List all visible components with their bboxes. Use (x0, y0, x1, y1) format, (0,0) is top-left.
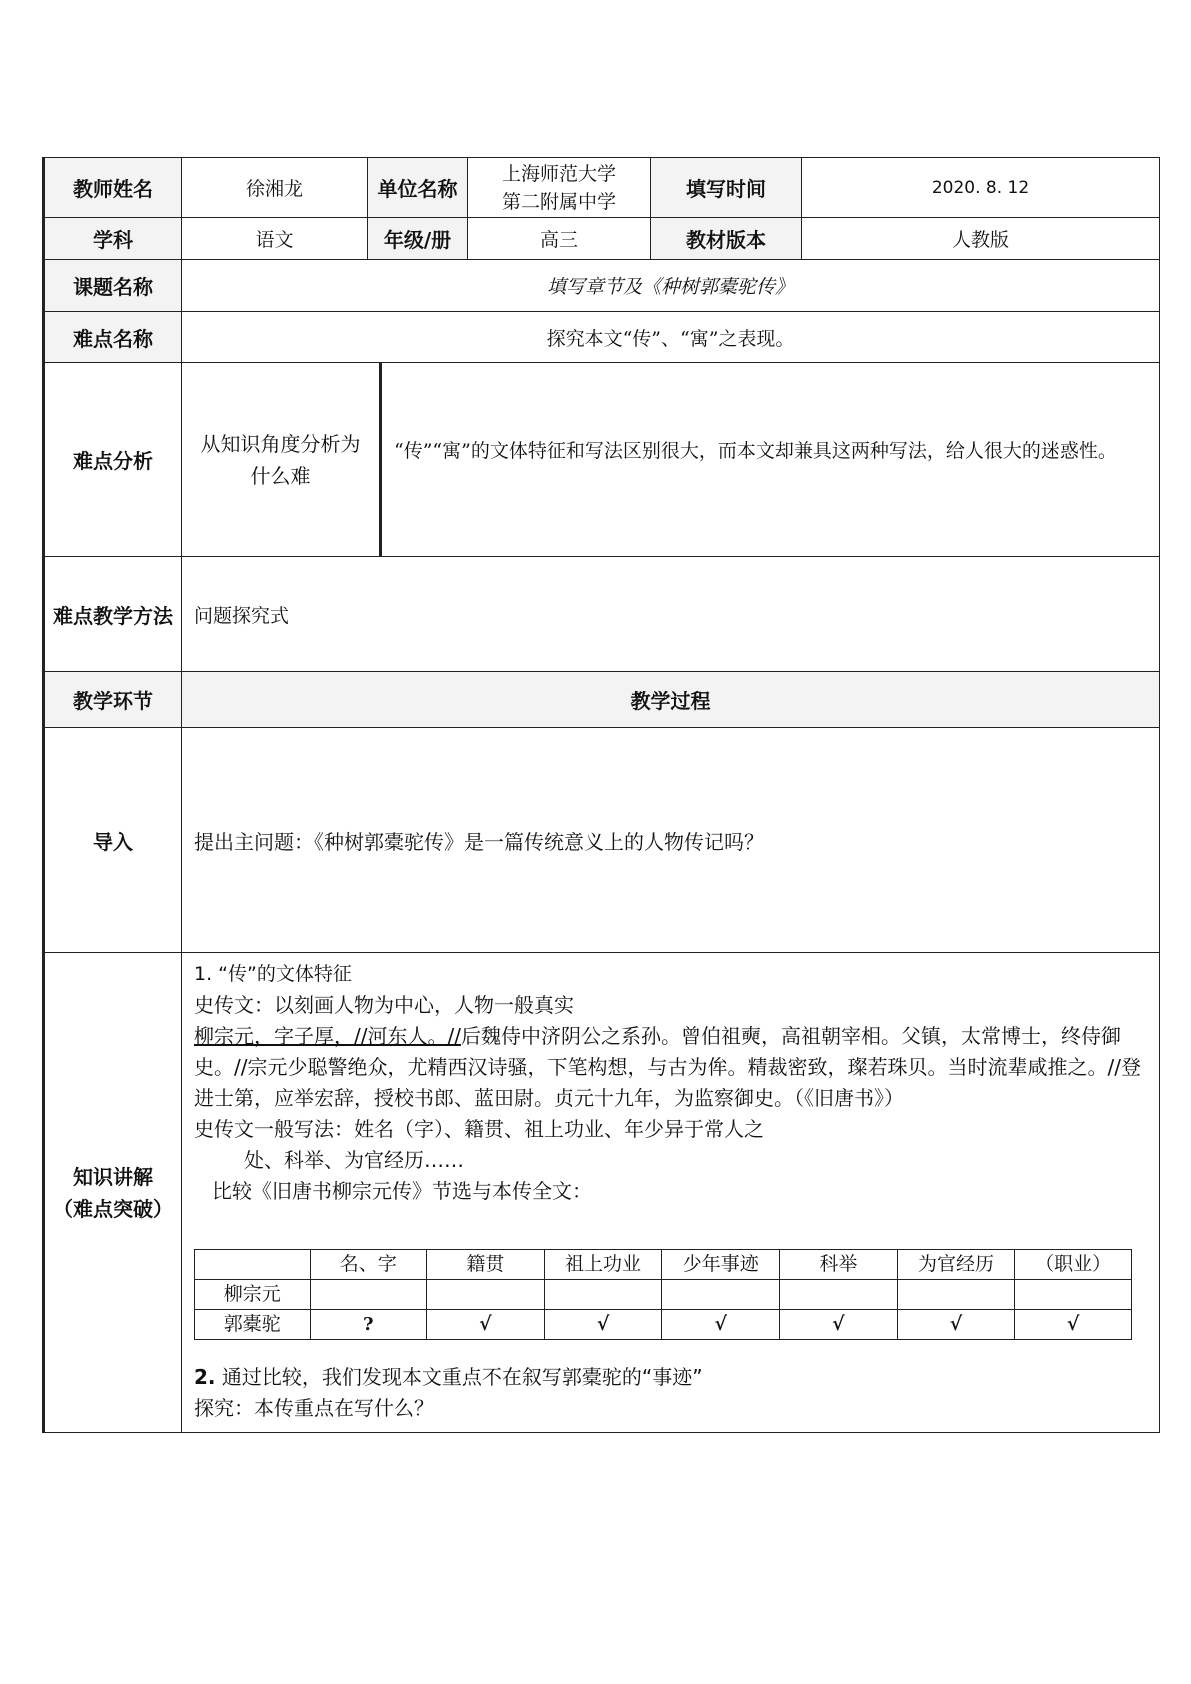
check-mark: √ (1015, 1310, 1132, 1340)
fill-date-label: 填写时间 (651, 158, 802, 218)
knowledge-heading-1: 1. “传”的文体特征 (194, 963, 352, 985)
comparison-header-cell: 科举 (780, 1250, 898, 1280)
question-mark: ? (310, 1310, 427, 1340)
edition-label: 教材版本 (651, 218, 802, 260)
general-writing-line2: 处、科举、为官经历…… (244, 1148, 464, 1172)
check-mark: √ (662, 1310, 780, 1340)
comparison-cell (1015, 1280, 1132, 1310)
comparison-cell (662, 1280, 780, 1310)
process-header-row (44, 672, 1160, 728)
heading-2-text: 通过比较，我们发现本文重点不在叙写郭橐驼的“事迹” (215, 1365, 703, 1389)
comparison-table (194, 1249, 1132, 1340)
unit-name-line2: 第二附属中学 (501, 190, 616, 213)
analysis-text: “传”“寓”的文体特征和写法区别很大，而本文却兼具这两种写法，给人很大的迷惑性。 (394, 440, 1117, 462)
analysis-row (44, 363, 1160, 557)
comparison-cell (427, 1280, 545, 1310)
lesson-plan-table (42, 157, 1160, 1433)
topic-label: 课题名称 (44, 260, 182, 312)
check-mark: √ (427, 1310, 545, 1340)
unit-name-value (468, 158, 651, 218)
comparison-cell (780, 1280, 898, 1310)
teaching-process-label: 教学过程 (182, 672, 1160, 728)
analysis-cell (182, 363, 1160, 557)
knowledge-label (44, 953, 182, 1433)
method-row (44, 557, 1160, 672)
comparison-header-cell: 为官经历 (897, 1250, 1015, 1280)
comparison-row-liu (195, 1280, 1132, 1310)
header-row-1 (44, 158, 1160, 218)
comparison-cell: 郭橐驼 (195, 1310, 311, 1340)
topic-row (44, 260, 1160, 312)
intro-text: 提出主问题：《种树郭橐驼传》是一篇传统意义上的人物传记吗？ (182, 728, 1160, 953)
intro-label: 导入 (44, 728, 182, 953)
knowledge-row (44, 953, 1160, 1433)
excerpt-rest: 后魏侍中济阴公之系孙。曾伯祖奭，高祖朝宰相。父镇，太常博士，终侍御史。//宗元少聪警绝众，尤精西汉诗骚，下笔构想，与古为侔。精裁密致，璨若珠贝。当时流辈咸推之。//登进士第，应举宏辞，授校书郎、蓝田尉。贞元十九年，为监察御史。（《旧唐书》） (194, 1024, 1141, 1110)
general-writing-line1: 史传文一般写法：姓名（字）、籍贯、祖上功业、年少异于常人之 (194, 1117, 764, 1141)
comparison-header-cell: 名、字 (310, 1250, 427, 1280)
teaching-stage-label: 教学环节 (44, 672, 182, 728)
difficulty-label: 难点名称 (44, 312, 182, 363)
unit-name-label: 单位名称 (368, 158, 468, 218)
difficulty-row (44, 312, 1160, 363)
comparison-header-cell: 少年事迹 (662, 1250, 780, 1280)
comparison-header-cell: （职业） (1015, 1250, 1132, 1280)
comparison-row-guo (195, 1310, 1132, 1340)
topic-value: 填写章节及《种树郭橐驼传》 (182, 260, 1160, 312)
edition-value: 人教版 (802, 218, 1160, 260)
comparison-header-cell: 祖上功业 (544, 1250, 662, 1280)
comparison-header-row (195, 1250, 1132, 1280)
grade-value: 高三 (468, 218, 651, 260)
knowledge-content (182, 953, 1160, 1433)
analysis-sub-label: 从知识角度分析为什么难 (182, 363, 382, 556)
method-label: 难点教学方法 (44, 557, 182, 672)
knowledge-label-line1: 知识讲解 (73, 1164, 153, 1189)
subject-label: 学科 (44, 218, 182, 260)
analysis-label: 难点分析 (44, 363, 182, 557)
subject-value: 语文 (182, 218, 368, 260)
difficulty-value: 探究本文“传”、“寓”之表现。 (182, 312, 1160, 363)
comparison-cell (544, 1280, 662, 1310)
comparison-header-cell: 籍贯 (427, 1250, 545, 1280)
check-mark: √ (780, 1310, 898, 1340)
comparison-cell (310, 1280, 427, 1310)
check-mark: √ (897, 1310, 1015, 1340)
comparison-header-cell (195, 1250, 311, 1280)
comparison-cell (897, 1280, 1015, 1310)
intro-row (44, 728, 1160, 953)
compare-instruction: 比较《旧唐书柳宗元传》节选与本传全文： (212, 1179, 592, 1203)
knowledge-label-line2: （难点突破） (53, 1196, 173, 1221)
teacher-name-label: 教师姓名 (44, 158, 182, 218)
excerpt-underlined: 柳宗元，字子厚，//河东人。// (194, 1024, 461, 1048)
knowledge-heading-2 (194, 1362, 1147, 1393)
comparison-cell: 柳宗元 (195, 1280, 311, 1310)
explore-question: 探究：本传重点在写什么？ (194, 1396, 434, 1420)
check-mark: √ (544, 1310, 662, 1340)
heading-2-number: 2. (194, 1365, 216, 1389)
old-tang-book-excerpt (194, 1021, 1147, 1114)
unit-name-line1: 上海师范大学 (501, 162, 616, 185)
method-value: 问题探究式 (182, 557, 1160, 672)
header-row-2 (44, 218, 1160, 260)
grade-label: 年级/册 (368, 218, 468, 260)
teacher-name-value: 徐湘龙 (182, 158, 368, 218)
shizhuan-definition: 史传文：以刻画人物为中心，人物一般真实 (194, 993, 574, 1017)
fill-date-value: 2020. 8. 12 (802, 158, 1160, 218)
